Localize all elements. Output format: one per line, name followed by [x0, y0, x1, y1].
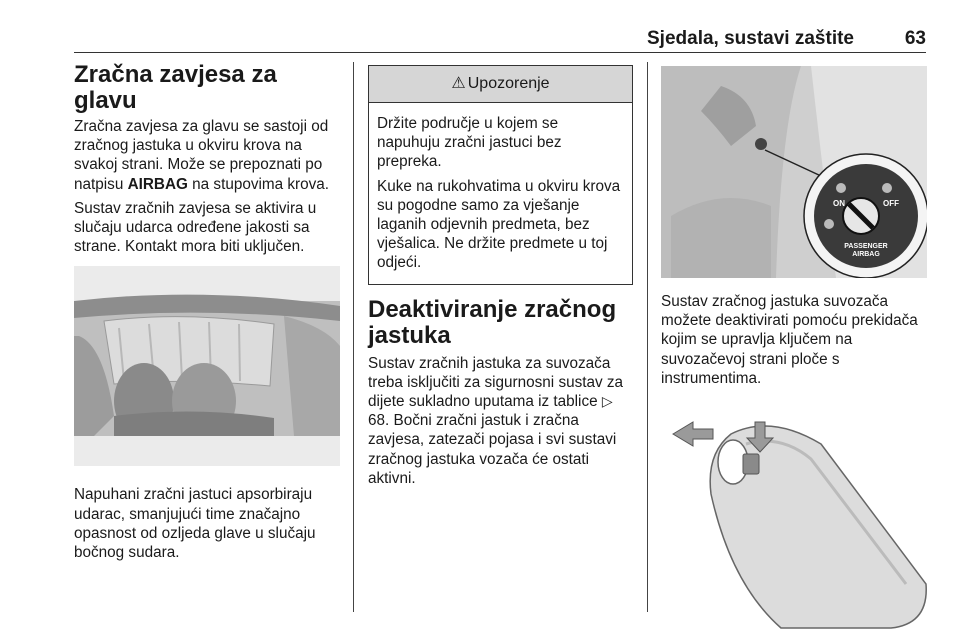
- column-curtain-airbag: [74, 62, 340, 567]
- page-header: [74, 26, 926, 53]
- heading-deactivation: Deaktiviranje zračnog jastuka: [368, 295, 617, 349]
- warning-body: [369, 103, 632, 284]
- warning-paragraph-2: Kuke na rukohvatima u okviru krova su pogodne samo za vješanje laganih odjevnih predmeta, bez vješalica. Ne držite predmete u toj odjeći.: [377, 177, 621, 272]
- paragraph-deactivation: Sustav zračnih jastuka za suvozača treba isključiti za sigurnosni sustav za dijete sukladno uputama iz tablice ▷ 68. Bočni zračni jastuk i zračna zavjesa, zatezači pojasa i svi sustavi zračnog jastuka vozača će ostati aktivni.: [368, 354, 624, 487]
- switch-passenger-label: PASSENGER: [844, 243, 888, 250]
- column-divider: [647, 62, 648, 612]
- airbag-label: AIRBAG: [127, 175, 188, 193]
- paragraph-curtain-protection: Napuhani zračni jastuci apsorbiraju udarac, smanjujući time značajno opasnost od ozljeda glave u slučaju bočnog sudara.: [74, 486, 316, 562]
- child-seat-icon: [824, 219, 834, 229]
- airbag-switch-illustration: [661, 66, 927, 278]
- heading-curtain-airbag: Zračna zavjesa za glavu: [74, 61, 277, 114]
- column-switch: [661, 62, 927, 630]
- switch-off-label: OFF: [883, 199, 899, 208]
- page-ref-arrow-icon: ▷: [601, 393, 613, 410]
- airbag-off-icon: [882, 183, 892, 193]
- warning-box: [368, 65, 633, 285]
- column-divider: [353, 62, 354, 612]
- paragraph-curtain-intro: Zračna zavjesa za glavu se sastoji od zračnog jastuka u okviru krova na svakoj strani. Može se prepoznati po natpisu AIRBAG na stupovima krova.: [74, 118, 330, 193]
- paragraph-switch: Sustav zračnog jastuka suvozača možete deaktivirati pomoću prekidača kojim se upravlja ključem na suvozačevoj strani ploče s instrumentima.: [661, 293, 918, 387]
- curtain-airbag-illustration: [74, 266, 340, 466]
- airbag-on-icon: [836, 183, 846, 193]
- page-number: 63: [904, 28, 926, 49]
- section-title: Sjedala, sustavi zaštite: [647, 28, 854, 49]
- warning-title: Upozorenje: [467, 75, 550, 92]
- key-blade-illustration: [661, 404, 927, 630]
- paragraph-curtain-activation: Sustav zračnih zavjesa se aktivira u slučaju udarca određene jakosti sa strane. Kontakt mora biti uključen.: [74, 199, 317, 256]
- warning-paragraph-1: Držite područje u kojem se napuhuju zračni jastuci bez prepreka.: [377, 115, 562, 171]
- column-deactivation: [368, 62, 633, 493]
- switch-on-label: ON: [833, 199, 845, 208]
- switch-airbag-label: AIRBAG: [852, 251, 880, 258]
- page-ref-link[interactable]: 68: [368, 412, 386, 430]
- warning-triangle-icon: ⚠: [451, 75, 466, 92]
- warning-header: [369, 66, 632, 103]
